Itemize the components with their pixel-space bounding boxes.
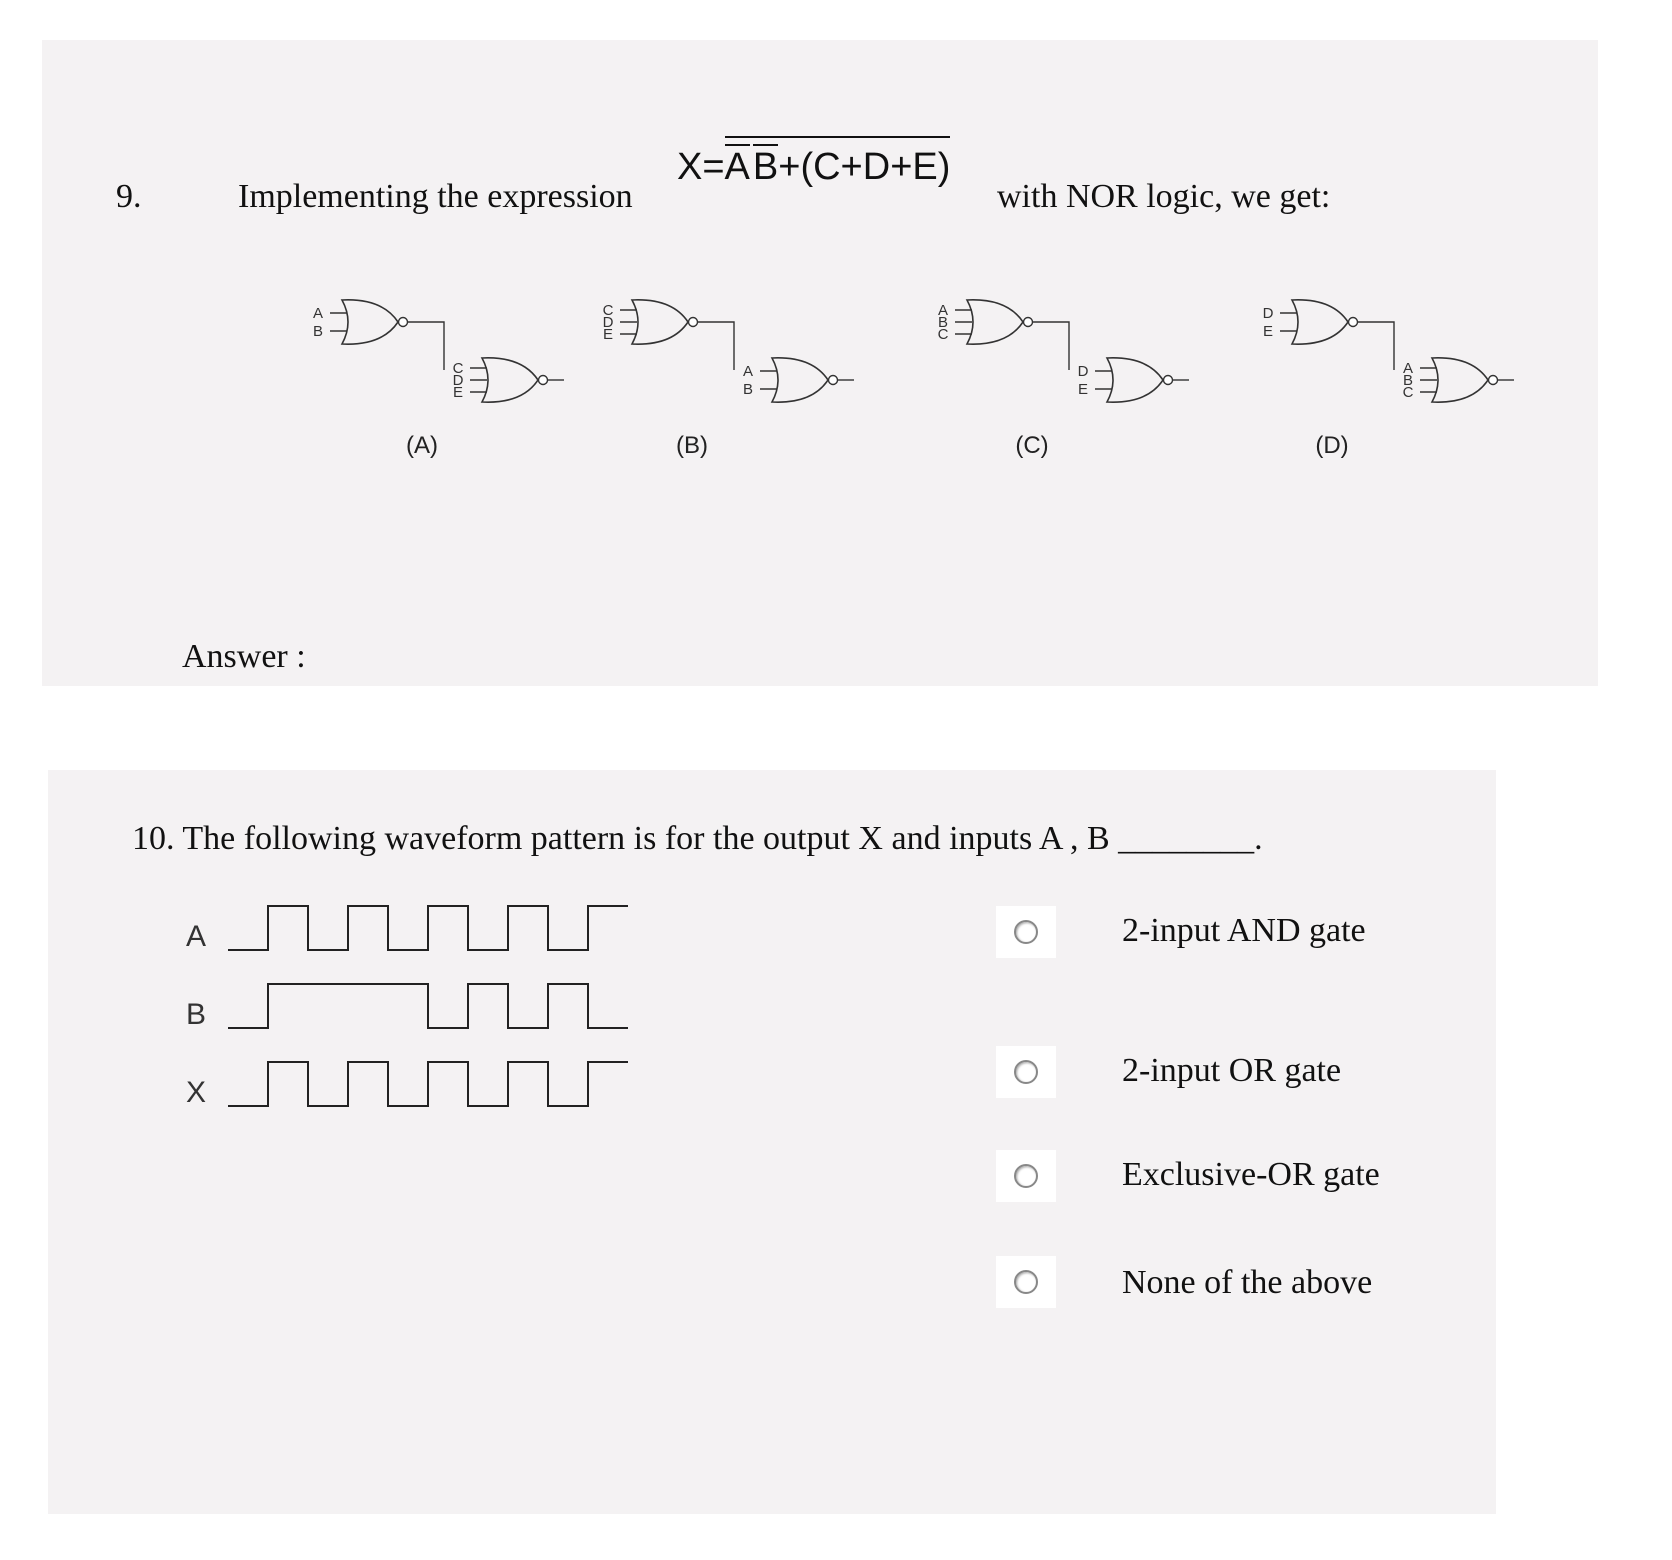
option-3-label: (C) <box>1015 432 1049 459</box>
option-3-gate-2-input-label: D <box>1077 363 1089 380</box>
expression-prefix: X= <box>677 146 725 188</box>
waveform-x-trace <box>228 1062 628 1106</box>
question-10-prompt: 10. The following waveform pattern is for the output X and inputs A , B ________. <box>132 820 1263 857</box>
waveform-b-trace <box>228 984 628 1028</box>
choice-label-3: Exclusive-OR gate <box>1122 1156 1380 1193</box>
option-4-wire <box>1358 322 1394 370</box>
choice-radio-box-2[interactable] <box>996 1046 1056 1098</box>
option-2-wire <box>698 322 734 370</box>
option-4-gate-1-body <box>1292 300 1348 344</box>
option-4-gate-2-input-label: A <box>1402 360 1414 377</box>
option-1-gate-2 <box>453 358 548 402</box>
option-4-gate-2 <box>1403 358 1498 402</box>
option-3-gate-1-input-label: B <box>937 314 949 331</box>
choice-label-4: None of the above <box>1122 1264 1373 1301</box>
option-3-gate-1-input-label: A <box>937 302 949 319</box>
option-3-gate-2-input-label: E <box>1077 381 1089 398</box>
waveform-b-label: B <box>185 998 207 1031</box>
option-3-gate-2 <box>1078 358 1173 402</box>
choice-radio-box-3[interactable] <box>996 1150 1056 1202</box>
option-1-gate-2-bubble <box>539 376 548 385</box>
option-3-gate-1-bubble <box>1024 318 1033 327</box>
option-4-gate-2-body <box>1432 358 1488 402</box>
expression-rest: +(C+D+E) <box>778 146 951 188</box>
option-2-gate-1-bubble <box>689 318 698 327</box>
option-4-gate-1-input-label: D <box>1262 305 1274 322</box>
option-1-gate-2-input-label: C <box>452 360 464 377</box>
choice-label-2: 2-input OR gate <box>1122 1052 1342 1089</box>
option-1-label: (A) <box>406 432 438 459</box>
option-2-gate-2-input-label: B <box>742 381 754 398</box>
option-3-gate-1 <box>938 300 1033 344</box>
waveform-a-label: A <box>185 920 207 953</box>
option-3-gate-2-body <box>1107 358 1163 402</box>
radio-button-3[interactable] <box>1014 1164 1038 1188</box>
option-2-gate-1-input-label: D <box>602 314 614 331</box>
option-1-gate-2-input-label: E <box>452 384 464 401</box>
question-9-prompt-end: with NOR logic, we get: <box>997 178 1331 215</box>
choice-radio-box-1[interactable] <box>996 906 1056 958</box>
option-2-gate-2 <box>743 358 838 402</box>
expression-b-bar: B <box>752 146 779 188</box>
option-4-gate-1-input-label: E <box>1262 323 1274 340</box>
option-1-gate-1-bubble <box>399 318 408 327</box>
option-4-gate-1 <box>1263 300 1358 344</box>
radio-button-2[interactable] <box>1014 1060 1038 1084</box>
option-2-gate-2-body <box>772 358 828 402</box>
waveform-x-label: X <box>185 1076 207 1109</box>
option-4-label: (D) <box>1315 432 1349 459</box>
option-2-label: (B) <box>676 432 708 459</box>
waveform-a-trace <box>228 906 628 950</box>
question-9-number: 9. <box>116 178 142 215</box>
question-10-card <box>48 770 1496 1514</box>
nor-gate-options-diagram <box>42 40 1598 500</box>
option-2-gate-2-bubble <box>829 376 838 385</box>
option-2-gate-2-input-label: A <box>742 363 754 380</box>
option-1-wire <box>408 322 444 370</box>
option-1-gate-1-input-label: B <box>312 323 324 340</box>
option-4-gate-2-bubble <box>1489 376 1498 385</box>
radio-button-4[interactable] <box>1014 1270 1038 1294</box>
option-2-gate-1-body <box>632 300 688 344</box>
question-9-prompt-start: Implementing the expression <box>238 178 633 215</box>
option-1-gate-1-input-label: A <box>312 305 324 322</box>
option-1-gate-1-body <box>342 300 398 344</box>
expression-a-bar: A <box>724 146 750 188</box>
answer-label: Answer : <box>182 638 306 675</box>
option-3-wire <box>1033 322 1069 370</box>
choice-label-1: 2-input AND gate <box>1122 912 1366 949</box>
option-1-gate-1 <box>313 300 408 344</box>
option-3-gate-1-input-label: C <box>937 326 949 343</box>
choice-radio-box-4[interactable] <box>996 1256 1056 1308</box>
waveform-diagram <box>178 900 738 1160</box>
option-1-gate-2-body <box>482 358 538 402</box>
radio-button-1[interactable] <box>1014 920 1038 944</box>
option-2-gate-1-input-label: E <box>602 326 614 343</box>
option-4-gate-2-input-label: B <box>1402 372 1414 389</box>
option-4-gate-2-input-label: C <box>1402 384 1414 401</box>
option-4-gate-1-bubble <box>1349 318 1358 327</box>
option-1-gate-2-input-label: D <box>452 372 464 389</box>
option-3-gate-2-bubble <box>1164 376 1173 385</box>
option-2-gate-1 <box>603 300 698 344</box>
question-9-card <box>42 40 1598 686</box>
option-3-gate-1-body <box>967 300 1023 344</box>
option-2-gate-1-input-label: C <box>602 302 614 319</box>
